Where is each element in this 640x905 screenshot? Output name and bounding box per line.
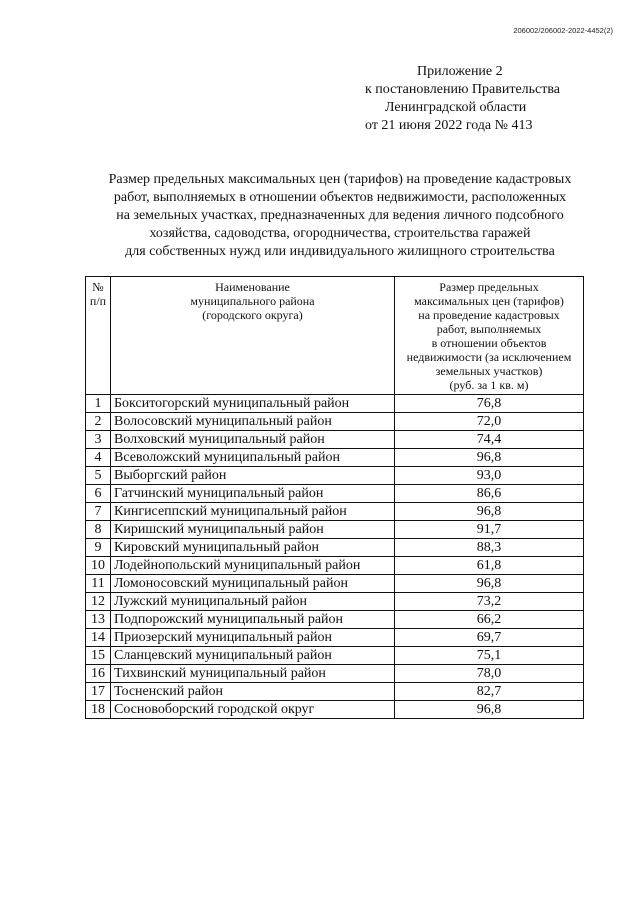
district-name: Выборгский район — [111, 467, 395, 485]
header-price-line: на проведение кадастровых — [418, 308, 560, 322]
price-value: 66,2 — [395, 611, 584, 629]
district-name: Волховский муниципальный район — [111, 431, 395, 449]
price-value: 74,4 — [395, 431, 584, 449]
header-name-line: Наименование — [215, 280, 290, 294]
header-number-line: п/п — [89, 294, 107, 308]
title-line: хозяйства, садоводства, огородничества, строительства гаражей — [149, 226, 531, 241]
price-value: 96,8 — [395, 449, 584, 467]
table-row — [86, 575, 584, 593]
header-price-line: максимальных цен (тарифов) — [414, 294, 564, 308]
price-value: 82,7 — [395, 683, 584, 701]
district-name: Бокситогорский муниципальный район — [111, 395, 395, 413]
header-name-line: (городского округа) — [202, 308, 303, 322]
district-name: Ломоносовский муниципальный район — [111, 575, 395, 593]
header-price-line: недвижимости (за исключением — [406, 350, 572, 364]
appendix-region-line: Ленинградской области — [385, 100, 527, 115]
table-row — [86, 521, 584, 539]
table-row — [86, 683, 584, 701]
price-value: 72,0 — [395, 413, 584, 431]
title-line: для собственных нужд или индивидуального жилищного строительства — [125, 244, 555, 259]
title-line: Размер предельных максимальных цен (тарифов) на проведение кадастровых — [108, 172, 572, 187]
price-value: 69,7 — [395, 629, 584, 647]
appendix-block — [365, 63, 560, 135]
district-name: Сосновоборский городской округ — [111, 701, 395, 719]
document-code: 206002/206002-2022-4452(2) — [513, 26, 613, 35]
title-line: работ, выполняемых в отношении объектов недвижимости, расположенных — [113, 190, 567, 205]
table-row — [86, 503, 584, 521]
district-name: Гатчинский муниципальный район — [111, 485, 395, 503]
table-header-row — [86, 277, 584, 395]
price-value: 86,6 — [395, 485, 584, 503]
row-number: 9 — [86, 539, 111, 557]
row-number: 14 — [86, 629, 111, 647]
district-name: Лужский муниципальный район — [111, 593, 395, 611]
row-number: 7 — [86, 503, 111, 521]
table-row — [86, 431, 584, 449]
document-title — [80, 171, 600, 261]
table-row — [86, 449, 584, 467]
district-name: Кингисеппский муниципальный район — [111, 503, 395, 521]
district-name: Тосненский район — [111, 683, 395, 701]
header-number — [86, 277, 111, 395]
appendix-date-line: от 21 июня 2022 года № 413 — [365, 118, 533, 133]
row-number: 18 — [86, 701, 111, 719]
header-price — [395, 277, 584, 395]
district-name: Подпорожский муниципальный район — [111, 611, 395, 629]
header-price-line: земельных участков) — [435, 364, 543, 378]
row-number: 8 — [86, 521, 111, 539]
row-number: 13 — [86, 611, 111, 629]
row-number: 5 — [86, 467, 111, 485]
table-row — [86, 539, 584, 557]
row-number: 3 — [86, 431, 111, 449]
appendix-decree-line: к постановлению Правительства — [365, 82, 561, 97]
title-line: на земельных участках, предназначенных для ведения личного подсобного — [116, 208, 564, 223]
tariffs-table — [85, 276, 584, 719]
row-number: 15 — [86, 647, 111, 665]
appendix-title: Приложение 2 — [417, 64, 503, 79]
district-name: Волосовский муниципальный район — [111, 413, 395, 431]
table-row — [86, 485, 584, 503]
row-number: 16 — [86, 665, 111, 683]
table-row — [86, 701, 584, 719]
price-value: 73,2 — [395, 593, 584, 611]
row-number: 6 — [86, 485, 111, 503]
price-value: 88,3 — [395, 539, 584, 557]
price-value: 96,8 — [395, 701, 584, 719]
header-price-line: в отношении объектов — [431, 336, 547, 350]
price-value: 91,7 — [395, 521, 584, 539]
row-number: 4 — [86, 449, 111, 467]
table-row — [86, 647, 584, 665]
price-value: 96,8 — [395, 575, 584, 593]
table-row — [86, 665, 584, 683]
table-row — [86, 467, 584, 485]
row-number: 1 — [86, 395, 111, 413]
table-row — [86, 629, 584, 647]
header-price-line: (руб. за 1 кв. м) — [449, 378, 529, 392]
table-row — [86, 413, 584, 431]
price-value: 93,0 — [395, 467, 584, 485]
price-value: 76,8 — [395, 395, 584, 413]
table-row — [86, 395, 584, 413]
header-price-line: Размер предельных — [439, 280, 539, 294]
district-name: Всеволожский муниципальный район — [111, 449, 395, 467]
table-row — [86, 611, 584, 629]
header-name — [111, 277, 395, 395]
header-number-line: № — [92, 280, 104, 294]
price-value: 75,1 — [395, 647, 584, 665]
row-number: 17 — [86, 683, 111, 701]
price-value: 96,8 — [395, 503, 584, 521]
row-number: 11 — [86, 575, 111, 593]
table-row — [86, 593, 584, 611]
district-name: Приозерский муниципальный район — [111, 629, 395, 647]
price-value: 61,8 — [395, 557, 584, 575]
district-name: Лодейнопольский муниципальный район — [111, 557, 395, 575]
header-price-line: работ, выполняемых — [436, 322, 542, 336]
district-name: Тихвинский муниципальный район — [111, 665, 395, 683]
row-number: 2 — [86, 413, 111, 431]
district-name: Киришский муниципальный район — [111, 521, 395, 539]
row-number: 12 — [86, 593, 111, 611]
table-row — [86, 557, 584, 575]
price-value: 78,0 — [395, 665, 584, 683]
district-name: Сланцевский муниципальный район — [111, 647, 395, 665]
district-name: Кировский муниципальный район — [111, 539, 395, 557]
row-number: 10 — [86, 557, 111, 575]
header-name-line: муниципального района — [190, 294, 315, 308]
